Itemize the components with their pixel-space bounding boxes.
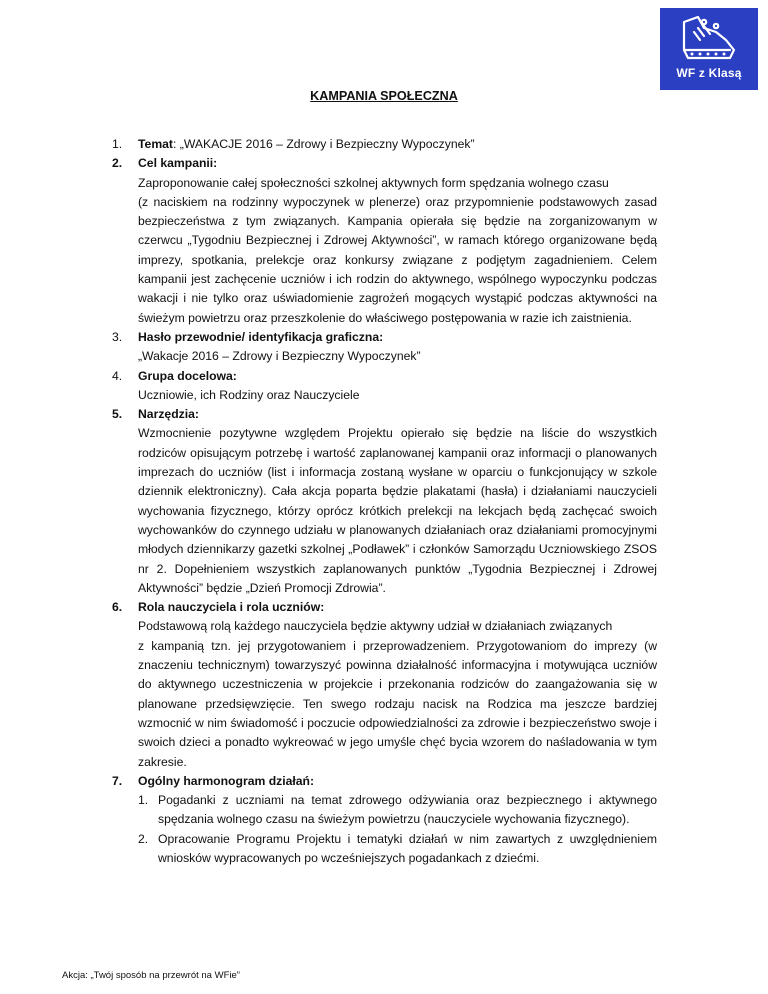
schedule-list xyxy=(138,791,657,868)
sneaker-icon xyxy=(674,14,744,66)
section-roles xyxy=(112,598,657,772)
section-slogan xyxy=(112,328,657,367)
section-number: 4. xyxy=(112,368,123,383)
schedule-item-text: Opracowanie Programu Projektu i tematyki działań w nim zawartych z uwzględnieniem wniosków wypracowanych po wcześniejszych pogadankach z dziećmi. xyxy=(158,831,657,865)
logo-text: WF z Klasą xyxy=(676,66,742,80)
section-text-line: Podstawową rolą każdego nauczyciela będzie aktywny udział w działaniach związanych xyxy=(138,619,613,634)
section-text: Wzmocnienie pozytywne względem Projektu opierało się będzie na liście do wszystkich rodziców opisującym potrzebę i wartość zaplanowanej kampanii oraz informacji o planowanych imprezach do uczniów (list i informacja zostaną wysłane w oparciu o funkcjonujący w szkole dziennik elektroniczny). Cała akcja poparta będzie plakatami (hasła) i działaniami nauczycieli wychowania fizycznego, którzy oprócz krótkich prelekcji na lekcjach będą zachęcać swoich wychowanków do czynnego udziału w planowanych działaniach oraz działaniami promocyjnymi młodych dziennikarzy gazetki szkolnej „Podławek” i członków Samorządu Uczniowskiego ZSOS nr 2. Dopełnieniem wszystkich zaplanowanych punktów „Tygodnia Bezpiecznej i Zdrowej Aktywności” będzie „Dzień Promocji Zdrowia”. xyxy=(138,426,657,595)
section-number: 1. xyxy=(112,137,123,151)
section-schedule xyxy=(112,772,657,868)
section-heading: Temat xyxy=(138,137,173,151)
section-number: 3. xyxy=(112,329,123,344)
campaign-sections xyxy=(112,135,657,868)
section-tools xyxy=(112,405,657,598)
schedule-item-text: Pogadanki z uczniami na temat zdrowego odżywiania oraz bezpiecznego i aktywnego spędzania wolnego czasu na świeżym powietrzu (nauczyciele wychowania fizycznego). xyxy=(158,793,657,827)
section-heading: Narzędzia: xyxy=(138,407,199,422)
section-text: „WAKACJE 2016 – Zdrowy i Bezpieczny Wypoczynek” xyxy=(179,137,475,151)
section-target-group xyxy=(112,367,657,406)
section-goal xyxy=(112,154,657,328)
section-heading: Ogólny harmonogram działań: xyxy=(138,773,315,788)
section-number: 2. xyxy=(112,156,123,171)
section-heading: Grupa docelowa: xyxy=(138,368,237,383)
document-title: KAMPANIA SPOŁECZNA xyxy=(310,89,458,103)
wf-z-klasa-logo xyxy=(660,8,758,90)
schedule-item-number: 1. xyxy=(138,793,149,808)
section-number: 5. xyxy=(112,407,123,422)
section-topic xyxy=(112,135,657,154)
section-text-line: Zaproponowanie całej społeczności szkolnej aktywnych form spędzania wolnego czasu xyxy=(138,175,609,190)
section-heading: Rola nauczyciela i rola uczniów: xyxy=(138,600,325,615)
schedule-item-number: 2. xyxy=(138,831,149,846)
section-text: „Wakacje 2016 – Zdrowy i Bezpieczny Wypoczynek” xyxy=(138,349,421,364)
heading-colon: : xyxy=(173,137,177,151)
section-text: z kampanią tzn. jej przygotowaniem i przeprowadzeniem. Przygotowaniom do imprezy (w znaczeniu technicznym) towarzyszyć powinna działalność informacyjna i motywująca uczniów do aktywnego uczestniczenia w projekcie i przekonania rodziców do zaangażowania się w planowane przedsięwzięcie. Ten swego rodzaju nacisk na Rodzica ma jeszcze bardziej wzmocnić w nim świadomość i poczucie odpowiedzialności za zdrowie i bezpieczeństwo swoje i swoich dzieci a ponadto wykreować w jego umyśle chęć bycia wzorem do naśladowania w tym zakresie. xyxy=(138,638,657,769)
section-number: 6. xyxy=(112,600,123,615)
schedule-item xyxy=(138,791,657,830)
section-text: Uczniowie, ich Rodziny oraz Nauczyciele xyxy=(138,387,360,402)
section-heading: Hasło przewodnie/ identyfikacja graficzna: xyxy=(138,329,384,344)
section-heading: Cel kampanii: xyxy=(138,156,218,171)
schedule-item xyxy=(138,830,657,869)
section-number: 7. xyxy=(112,773,123,788)
page-footer: Akcja: „Twój sposób na przewrót na WFie” xyxy=(62,970,240,981)
section-text: (z naciskiem na rodzinny wypoczynek w plenerze) oraz przypomnienie podstawowych zasad bezpieczeństwa z tym związanych. Kampania opierała się będzie na zorganizowanym w czerwcu „Tygodniu Bezpiecznej i Zdrowej Aktywności”, w ramach którego organizowane będą imprezy, spotkania, prelekcje oraz konkursy związane z podjętym zagadnieniem. Celem kampanii jest zachęcenie uczniów i ich rodzin do aktywnego, wspólnego wypoczynku podczas wakacji i nie tylko oraz uświadomienie zagrożeń mogących wystąpić podczas aktywności na świeżym powietrzu oraz przeszkolenie do właściwego postępowania w razie ich zaistnienia. xyxy=(138,194,657,325)
